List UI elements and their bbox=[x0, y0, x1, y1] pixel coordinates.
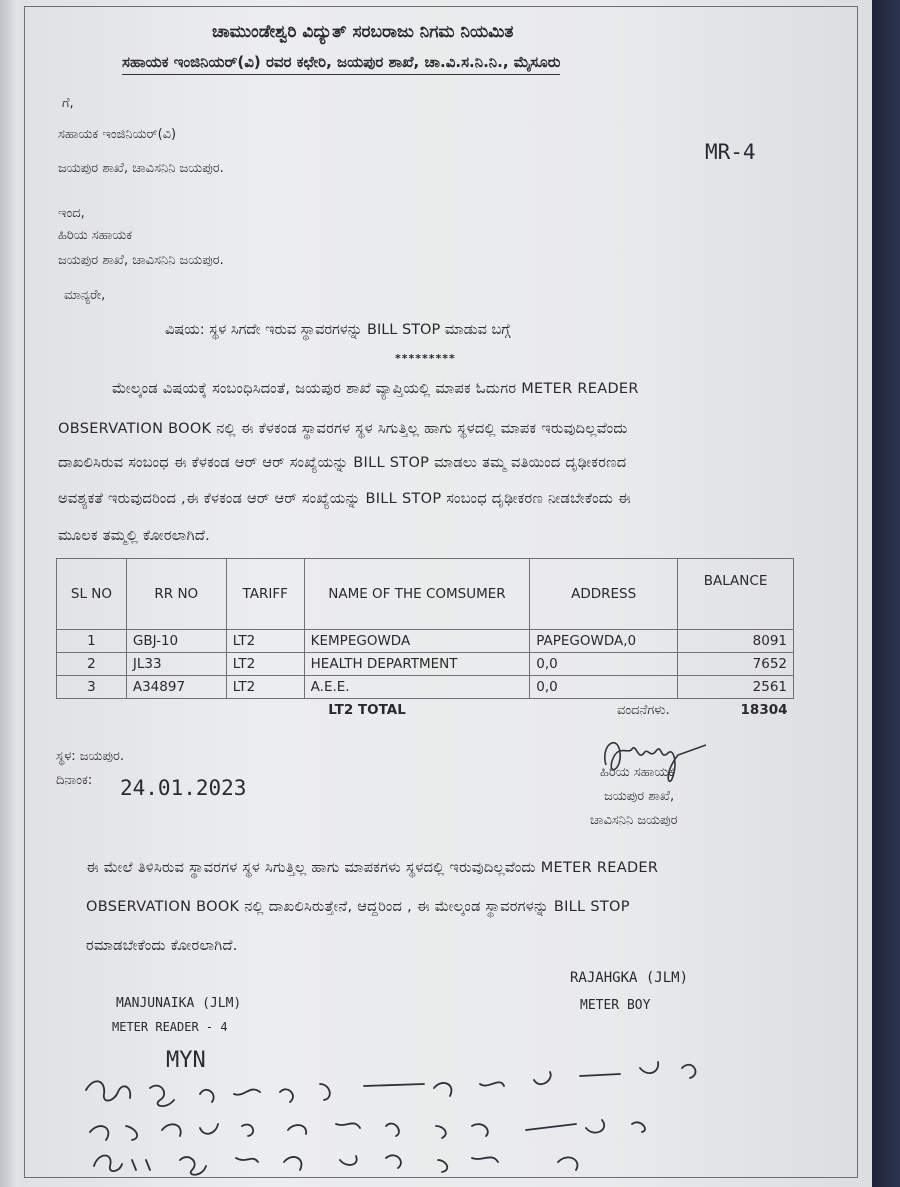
cell-balance: 8091 bbox=[678, 630, 794, 653]
header-address: ADDRESS bbox=[530, 559, 678, 630]
handwritten-left-role: METER READER - 4 bbox=[112, 1020, 228, 1034]
cell-rr: GBJ-10 bbox=[126, 630, 226, 653]
cell-sl: 1 bbox=[57, 630, 127, 653]
header-consumer-name: NAME OF THE COMSUMER bbox=[304, 559, 530, 630]
subject-line: ವಿಷಯ: ಸ್ಥಳ ಸಿಗದೇ ಇರುವ ಸ್ಥಾವರಗಳನ್ನು BILL STOP ಮಾಡುವ ಬಗ್ಗೆ bbox=[165, 322, 511, 338]
table-row bbox=[57, 630, 794, 653]
date-handwritten: 24.01.2023 bbox=[120, 776, 247, 800]
to-label: ಗೆ, bbox=[62, 96, 74, 111]
body-line-3: ದಾಖಲಿಸಿರುವ ಸಂಬಂಧ ಈ ಕೆಳಕಂಡ ಆರ್ ಆರ್ ಸಂಖ್ಯೆಯನ್ನು BILL STOP ಮಾಡಲು ತಮ್ಮ ವತಿಯಿಂದ ದೃಢೀಕರಣದ bbox=[58, 455, 627, 471]
handwritten-initials: MYN bbox=[166, 1048, 206, 1073]
paper-left-shadow bbox=[0, 0, 18, 1187]
cell-balance: 7652 bbox=[678, 653, 794, 676]
signature-scribble bbox=[598, 725, 713, 790]
cell-tariff: LT2 bbox=[226, 630, 304, 653]
table-total-row bbox=[57, 699, 794, 722]
cell-name: KEMPEGOWDA bbox=[304, 630, 530, 653]
header-sl-no: SL NO bbox=[57, 559, 127, 630]
handwritten-kannada-notes bbox=[80, 1050, 870, 1180]
total-label: LT2 TOTAL bbox=[328, 702, 406, 718]
cell-tariff: LT2 bbox=[226, 653, 304, 676]
body-line-4: ಅವಶ್ಯಕತೆ ಇರುವುದರಿಂದ ,ಈ ಕೆಳಕಂಡ ಆರ್ ಆರ್ ಸಂಖ್ಯೆಯನ್ನು BILL STOP ಸಂಬಂಧ ದೃಢೀಕರಣ ನೀಡಬೇಕೆಂದು ಈ bbox=[58, 491, 631, 507]
from-line-2: ಜಯಪುರ ಶಾಖೆ, ಚಾವಿಸನಿನಿ ಜಯಪುರ. bbox=[58, 253, 224, 268]
from-line-1: ಹಿರಿಯ ಸಹಾಯಕ bbox=[58, 228, 133, 243]
note-line-3: ರಮಾಡಬೇಕೆಂದು ಕೋರಲಾಗಿದೆ. bbox=[86, 938, 238, 954]
salutation: ಮಾನ್ಯರೇ, bbox=[64, 288, 106, 303]
to-line-2: ಜಯಪುರ ಶಾಖೆ, ಚಾವಿಸನಿನಿ ಜಯಪುರ. bbox=[58, 161, 224, 176]
header-balance: BALANCE bbox=[678, 559, 794, 630]
closing-greeting: ವಂದನೆಗಳು. bbox=[617, 703, 670, 718]
letterhead-title: ಚಾಮುಂಡೇಶ್ವರಿ ವಿದ್ಯುತ್ ಸರಬರಾಜು ನಿಗಮ ನಿಯಮಿತ bbox=[212, 22, 514, 42]
cell-address: 0,0 bbox=[530, 653, 678, 676]
table-row bbox=[57, 653, 794, 676]
body-line-5: ಮೂಲಕ ತಮ್ಮಲ್ಲಿ ಕೋರಲಾಗಿದೆ. bbox=[58, 528, 210, 544]
table-row bbox=[57, 676, 794, 699]
cell-address: 0,0 bbox=[530, 676, 678, 699]
cell-name: A.E.E. bbox=[304, 676, 530, 699]
handwritten-right-name: RAJAHGKA (JLM) bbox=[570, 970, 689, 986]
body-line-2: OBSERVATION BOOK ನಲ್ಲಿ ಈ ಕೆಳಕಂಡ ಸ್ಥಾವರಗಳ ಸ್ಥಳ ಸಿಗುತ್ತಿಲ್ಲ ಹಾಗು ಸ್ಥಳದಲ್ಲಿ ಮಾಪಕ ಇರುವುದಿಲ್ಲವೆಂದು bbox=[58, 421, 628, 437]
cell-address: PAPEGOWDA,0 bbox=[530, 630, 678, 653]
consumer-table bbox=[56, 558, 794, 721]
to-line-1: ಸಹಾಯಕ ಇಂಜಿನಿಯರ್(ವಿ) bbox=[58, 127, 177, 142]
cell-balance: 2561 bbox=[678, 676, 794, 699]
cell-rr: A34897 bbox=[126, 676, 226, 699]
body-line-1: ಮೇಲ್ಕಂಡ ವಿಷಯಕ್ಕೆ ಸಂಬಂಧಿಸಿದಂತೆ, ಜಯಪುರ ಶಾಖೆ ವ್ಯಾಪ್ತಿಯಲ್ಲಿ ಮಾಪಕ ಓದುಗರ METER READER bbox=[112, 381, 639, 397]
separator-stars: ********* bbox=[395, 352, 456, 365]
signatory-line-2: ಜಯಪುರ ಶಾಖೆ, bbox=[604, 789, 675, 804]
background-edge bbox=[872, 0, 900, 1187]
note-line-2: OBSERVATION BOOK ನಲ್ಲಿ ದಾಖಲಿಸಿರುತ್ತೇನೆ, ಆದ್ದರಿಂದ , ಈ ಮೇಲ್ಕಂಡ ಸ್ಥಾವರಗಳನ್ನು BILL STOP bbox=[86, 899, 630, 915]
letterhead-subtitle: ಸಹಾಯಕ ಇಂಜಿನಿಯರ್(ವಿ) ರವರ ಕಛೇರಿ, ಜಯಪುರ ಶಾಖೆ, ಚಾ.ವಿ.ಸ.ನಿ.ನಿ., ಮೈಸೂರು bbox=[122, 53, 560, 75]
note-line-1: ಈ ಮೇಲೆ ತಿಳಿಸಿರುವ ಸ್ಥಾವರಗಳ ಸ್ಥಳ ಸಿಗುತ್ತಿಲ್ಲ ಹಾಗು ಮಾಪಕಗಳು ಸ್ಥಳದಲ್ಲಿ ಇರುವುದಿಲ್ಲವೆಂದು METER READER bbox=[86, 860, 659, 876]
table-header-row bbox=[57, 559, 794, 630]
signatory-line-1: ಹಿರಿಯ ಸಹಾಯಕ bbox=[600, 765, 675, 780]
cell-tariff: LT2 bbox=[226, 676, 304, 699]
signatory-line-3: ಚಾವಿಸನಿನಿ ಜಯಪುರ bbox=[590, 813, 678, 828]
place-label: ಸ್ಥಳ: ಜಯಪುರ. bbox=[56, 749, 125, 764]
handwritten-right-role: METER BOY bbox=[580, 998, 651, 1013]
header-tariff: TARIFF bbox=[226, 559, 304, 630]
cell-rr: JL33 bbox=[126, 653, 226, 676]
header-rr-no: RR NO bbox=[126, 559, 226, 630]
cell-sl: 2 bbox=[57, 653, 127, 676]
handwritten-left-name: MANJUNAIKA (JLM) bbox=[116, 996, 242, 1011]
date-label: ದಿನಾಂಕ: bbox=[56, 773, 93, 788]
cell-name: HEALTH DEPARTMENT bbox=[304, 653, 530, 676]
cell-sl: 3 bbox=[57, 676, 127, 699]
from-label: ಇಂದ, bbox=[58, 206, 85, 221]
reference-mark: MR-4 bbox=[705, 140, 756, 164]
total-value: 18304 bbox=[740, 702, 788, 718]
